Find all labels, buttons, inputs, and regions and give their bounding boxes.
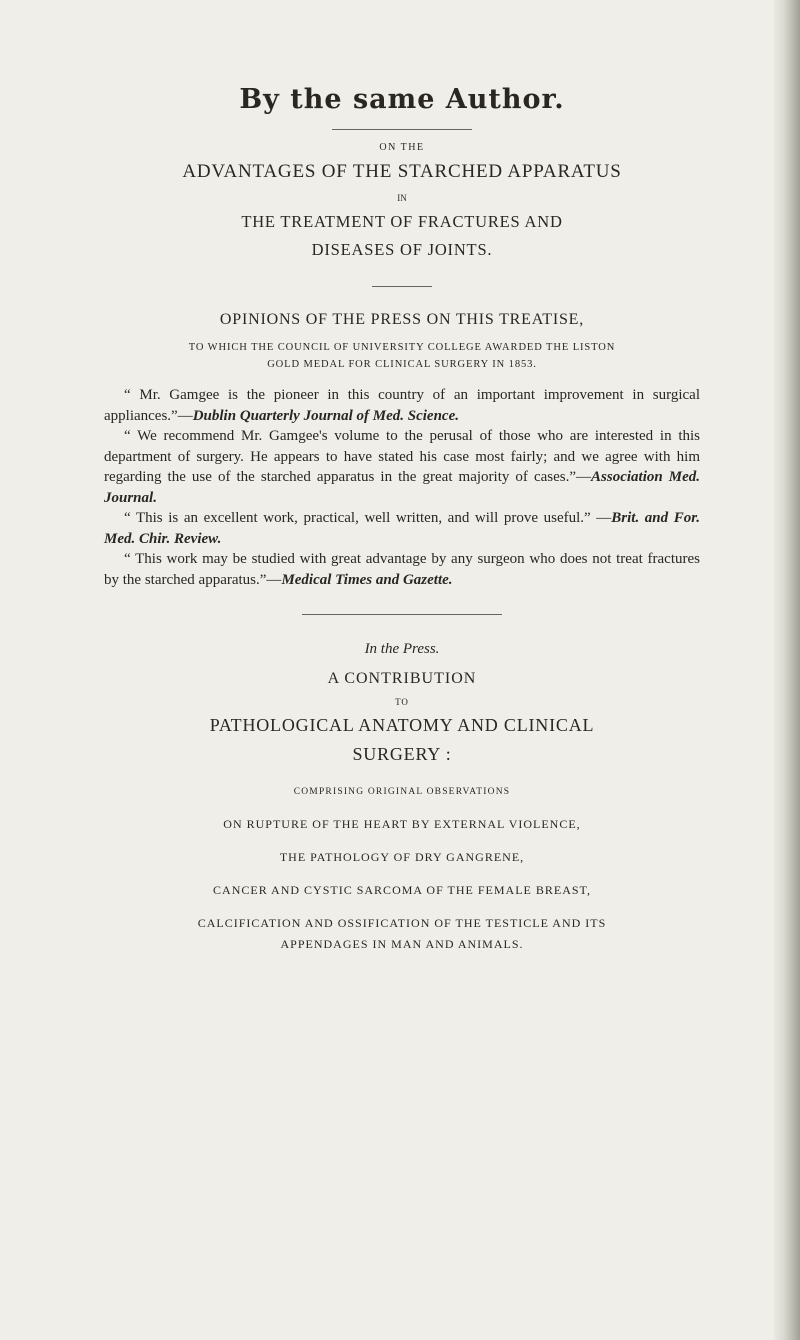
press-quote [104, 385, 700, 426]
contribution-title: A CONTRIBUTION [327, 670, 477, 687]
observation-line: CANCER AND CYSTIC SARCOMA OF THE FEMALE BREAST, [213, 883, 591, 897]
opinions-subheading-line2: GOLD MEDAL FOR CLINICAL SURGERY IN 1853. [267, 359, 537, 370]
observation-line: APPENDAGES IN MAN AND ANIMALS. [280, 937, 524, 951]
in-the-press-heading: In the Press. [364, 641, 440, 657]
observation-line: ON RUPTURE OF THE HEART BY EXTERNAL VIOLENCE, [223, 817, 581, 831]
quote-text: “ We recommend Mr. Gamgee's volume to the perusal of those who are interested in this department of surgery. He appears to have stated his case most fairly; and we agree with him regarding the use of the starched apparatus in the great majority of cases.”— [104, 428, 700, 485]
page-heading: By the same Author. [239, 84, 565, 115]
book-title-line2: THE TREATMENT OF FRACTURES AND [241, 212, 563, 231]
quote-source: Medical Times and Gazette. [281, 571, 453, 588]
observation-line: THE PATHOLOGY OF DRY GANGRENE, [279, 850, 525, 864]
opinions-heading: OPINIONS OF THE PRESS ON THIS TREATISE, [219, 311, 585, 328]
in-label: IN [397, 193, 407, 203]
on-the-label: ON THE [379, 142, 425, 153]
comprising-label: COMPRISING ORIGINAL OBSERVATIONS [293, 787, 511, 797]
book-title-line1: ADVANTAGES OF THE STARCHED APPARATUS [182, 161, 622, 182]
quote-text: “ This is an excellent work, practical, well written, and will prove useful.” — [124, 510, 612, 526]
press-quote [104, 549, 700, 590]
press-quote [104, 508, 700, 549]
divider-rule [302, 614, 502, 615]
page-content [104, 0, 700, 952]
opinions-subheading [104, 339, 700, 373]
pathological-title: PATHOLOGICAL ANATOMY AND CLINICAL [209, 715, 595, 735]
observation-line: CALCIFICATION AND OSSIFICATION OF THE TESTICLE AND ITS [197, 916, 607, 930]
quote-source: Association Med. Journal. [104, 469, 700, 506]
divider-rule [332, 129, 472, 130]
quote-source: Brit. and For. Med. Chir. Review. [104, 510, 700, 547]
divider-rule [372, 286, 432, 287]
press-quote [104, 426, 700, 508]
to-label: TO [395, 697, 409, 707]
quote-text: “ Mr. Gamgee is the pioneer in this country of an important improvement in surgical appliances.”— [104, 387, 700, 424]
surgery-title: SURGERY : [352, 744, 452, 764]
book-title-line3: DISEASES OF JOINTS. [311, 240, 493, 259]
page-edge-shadow [774, 0, 800, 1340]
quote-text: “ This work may be studied with great advantage by any surgeon who does not treat fractures by the starched apparatus.”— [104, 551, 700, 588]
opinions-subheading-line1: TO WHICH THE COUNCIL OF UNIVERSITY COLLEGE AWARDED THE LISTON [188, 342, 616, 353]
quote-source: Dublin Quarterly Journal of Med. Science. [192, 407, 459, 424]
